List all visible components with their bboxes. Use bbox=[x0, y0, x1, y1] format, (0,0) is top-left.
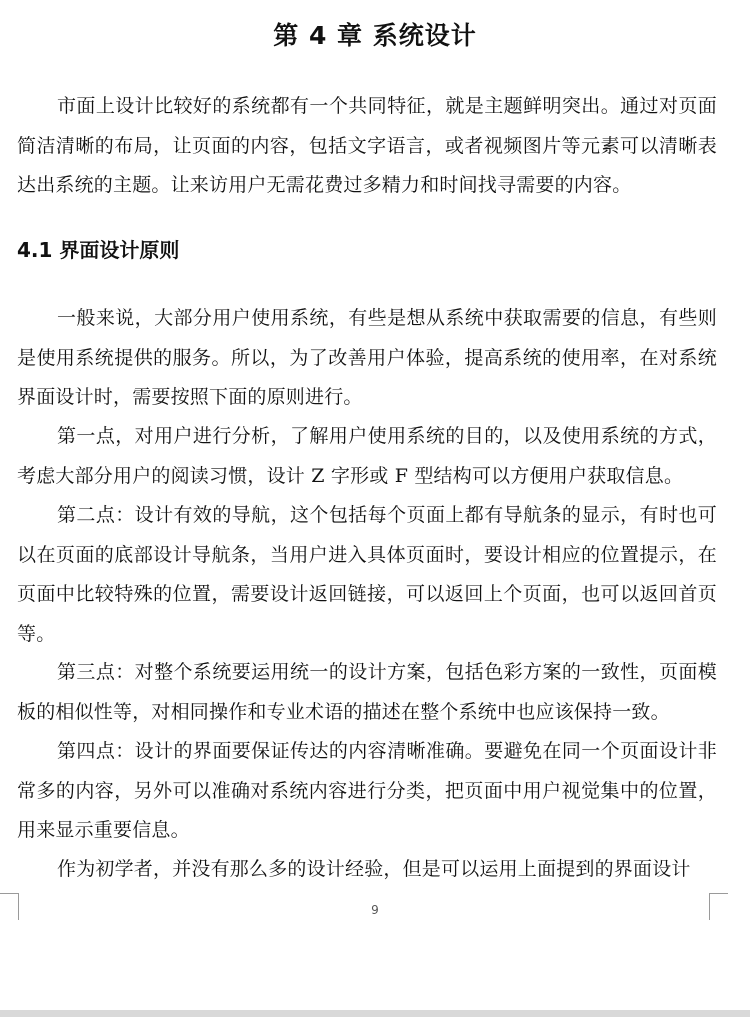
paragraph-general: 一般来说，大部分用户使用系统，有些是想从系统中获取需要的信息，有些则是使用系统提供的服务。所以，为了改善用户体验，提高系统的使用率，在对系统界面设计时，需要按照下面的原则进行。 bbox=[17, 307, 717, 408]
intro-paragraph: 市面上设计比较好的系统都有一个共同特征，就是主题鲜明突出。通过对页面简洁清晰的布局，让页面的内容，包括文字语言，或者视频图片等元素可以清晰表达出系统的主题。让来访用户无需花费过多精力和时间找寻需要的内容。 bbox=[17, 95, 717, 196]
chapter-title: 第 4 章 系统设计 bbox=[273, 21, 477, 50]
page-gap-strip bbox=[0, 1010, 750, 1017]
page-number: 9 bbox=[371, 903, 379, 917]
paragraph-point-3: 第三点：对整个系统要运用统一的设计方案，包括色彩方案的一致性，页面模板的相似性等，对相同操作和专业术语的描述在整个系统中也应该保持一致。 bbox=[17, 661, 717, 723]
paragraph-point-2: 第二点：设计有效的导航，这个包括每个页面上都有导航条的显示，有时也可以在页面的底部设计导航条，当用户进入具体页面时，要设计相应的位置提示，在页面中比较特殊的位置，需要设计返回链接，可以返回上个页面，也可以返回首页等。 bbox=[17, 504, 717, 645]
paragraph-point-4: 第四点：设计的界面要保证传达的内容清晰准确。要避免在同一个页面设计非常多的内容，另外可以准确对系统内容进行分类，把页面中用户视觉集中的位置，用来显示重要信息。 bbox=[17, 740, 717, 841]
section-title: 4.1 界面设计原则 bbox=[17, 238, 180, 262]
paragraph-closing: 作为初学者，并没有那么多的设计经验，但是可以运用上面提到的界面设计 bbox=[57, 858, 691, 880]
paragraph-point-1: 第一点，对用户进行分析，了解用户使用系统的目的，以及使用系统的方式，考虑大部分用户的阅读习惯，设计 Z 字形或 F 型结构可以方便用户获取信息。 bbox=[17, 425, 717, 487]
